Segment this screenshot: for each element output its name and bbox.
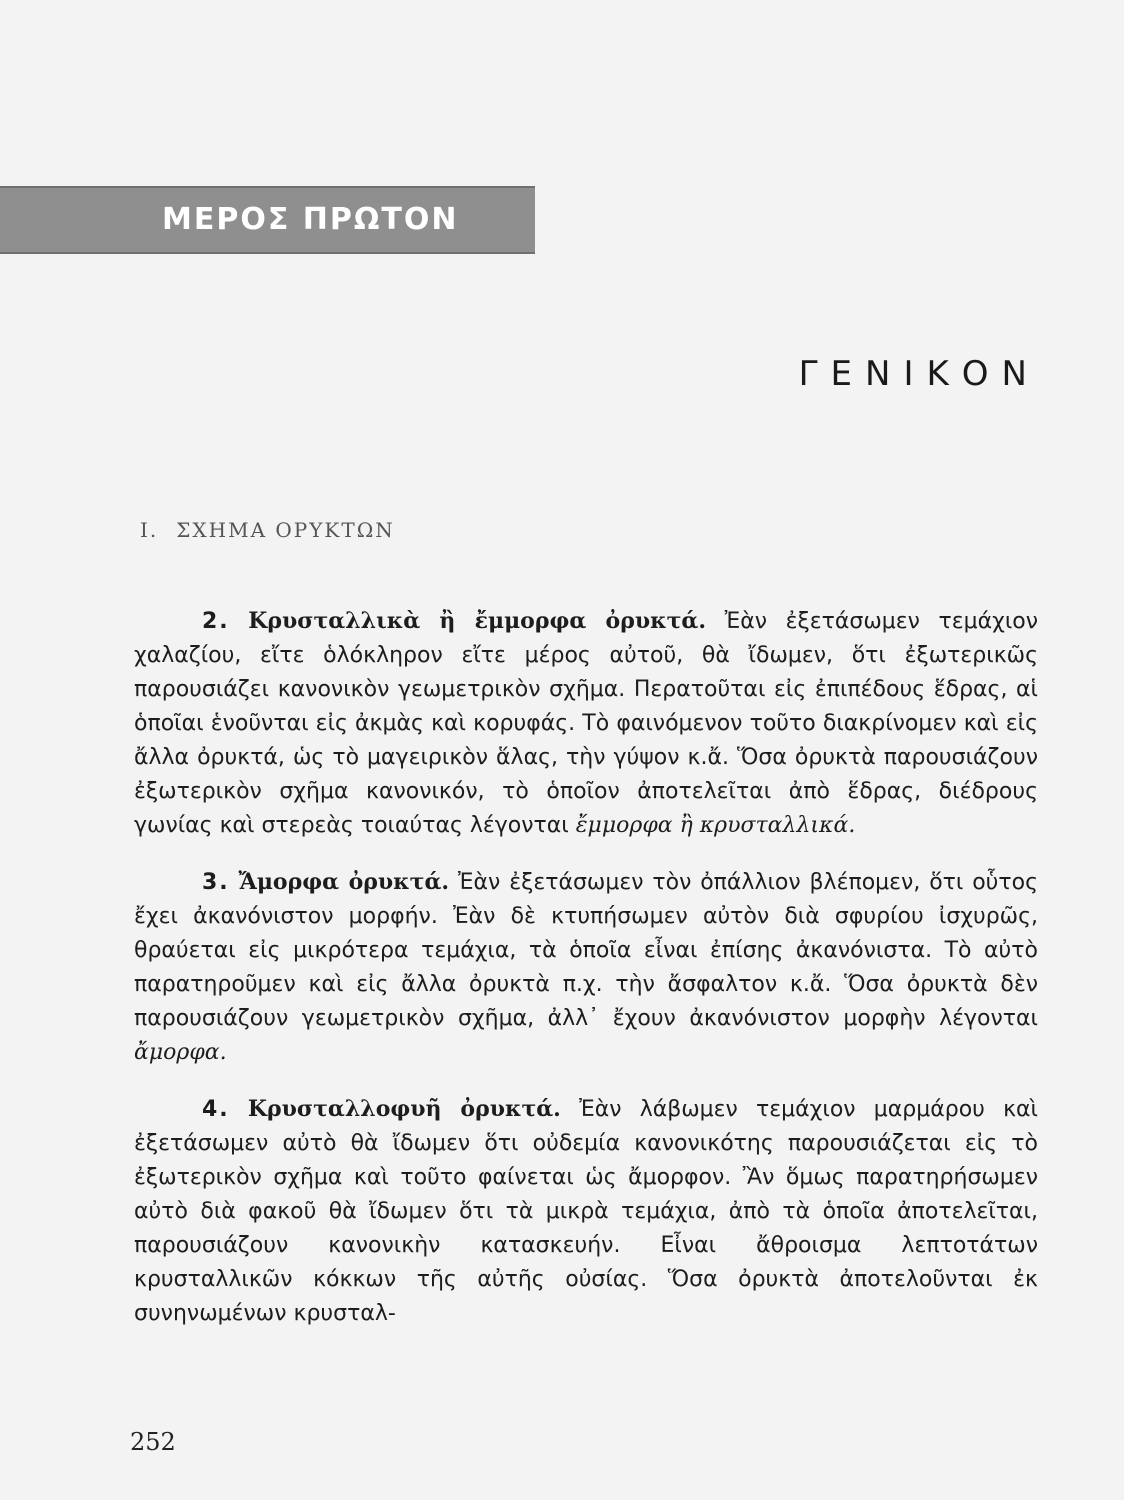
- paragraph-term: ἄμορφα.: [134, 1040, 227, 1065]
- paragraph-title: Κρυσταλλοφυῆ ὀρυκτά.: [247, 1096, 561, 1122]
- chapter-title: ΓΕΝΙΚΟΝ: [798, 354, 1040, 394]
- paragraph-number: 2.: [202, 609, 230, 634]
- paragraph-text: Ἐὰν ἐξετάσωμεν τὸν ὀπάλλιον βλέπομεν, ὅτι οὗτος ἔχει ἀκανόνιστον μορφήν. Ἐὰν δὲ κτυπήσωμεν αὐτὸν διὰ σφυρίου ἰσχυρῶς, θραύεται εἰς μικρότερα τεμάχια, τὰ ὁποῖα εἶναι ἐπίσης ἀκανόνιστα. Τὸ αὐτὸ παρατηροῦμεν καὶ εἰς ἄλλα ὀρυκτὰ π.χ. τὴν ἄσφαλτον κ.ἄ. Ὅσα ὀρυκτὰ δὲν παρουσιάζουν γεωμετρικὸν σχῆμα, ἀλλ᾽ ἔχουν ἀκανόνιστον μορφὴν λέγονται: [134, 870, 1039, 1031]
- part-banner-title: ΜΕΡΟΣ ΠΡΩΤΟΝ: [162, 202, 459, 237]
- section-number: I.: [140, 518, 159, 542]
- paragraph-title: Κρυσταλλικὰ ἢ ἔμμορφα ὀρυκτά.: [248, 608, 706, 634]
- paragraph-text: Ἐὰν ἐξετάσωμεν τεμάχιον χαλαζίου, εἴτε ὁλόκληρον εἴτε μέρος αὐτοῦ, θὰ ἴδωμεν, ὅτι ἐξωτερικῶς παρουσιάζει κανονικὸν γεωμετρικὸν σχῆμα. Περατοῦται εἰς ἐπιπέδους ἕδρας, αἱ ὁποῖαι ἑνοῦνται εἰς ἀκμὰς καὶ κορυφάς. Τὸ φαινόμενον τοῦτο διακρίνομεν καὶ εἰς ἄλλα ὀρυκτά, ὡς τὸ μαγειρικὸν ἅλας, τὴν γύψον κ.ἄ. Ὅσα ὀρυκτὰ παρουσιάζουν ἐξωτερικὸν σχῆμα κανονικόν, τὸ ὁποῖον ἀποτελεῖται ἀπὸ ἕδρας, διέδρους γωνίας καὶ στερεὰς τοιαύτας λέγονται: [134, 609, 1039, 838]
- paragraph-number: 4.: [202, 1097, 230, 1122]
- paragraph-crystalline: [134, 604, 1038, 843]
- paragraph-term: ἔμμορφα ἢ κρυσταλλικά.: [575, 813, 856, 838]
- body-text: [134, 604, 1038, 1353]
- paragraph-title: Ἄμορφα ὀρυκτά.: [238, 869, 450, 895]
- section-title: ΣΧΗΜΑ ΟΡΥΚΤΩΝ: [176, 518, 395, 542]
- part-banner: [0, 186, 535, 254]
- paragraph-crystallophyic: [134, 1092, 1038, 1331]
- paragraph-text: Ἐὰν λάβωμεν τεμάχιον μαρμάρου καὶ ἐξετάσωμεν αὐτὸ θὰ ἴδωμεν ὅτι οὐδεμία κανονικότης παρουσιάζεται εἰς τὸ ἐξωτερικὸν σχῆμα καὶ τοῦτο φαίνεται ὡς ἄμορφον. Ἂν ὅμως παρατηρήσωμεν αὐτὸ διὰ φακοῦ θὰ ἴδωμεν ὅτι τὰ μικρὰ τεμάχια, ἀπὸ τὰ ὁποῖα ἀποτελεῖται, παρουσιάζουν κανονικὴν κατασκευήν. Εἶναι ἄθροισμα λεπτοτάτων κρυσταλλικῶν κόκκων τῆς αὐτῆς οὐσίας. Ὅσα ὀρυκτὰ ἀποτελοῦνται ἐκ συνηνωμένων κρυσταλ-: [134, 1097, 1038, 1326]
- paragraph-amorphous: [134, 865, 1038, 1070]
- paragraph-number: 3.: [202, 870, 230, 895]
- section-heading: [140, 518, 395, 542]
- page-number: 252: [130, 1428, 176, 1456]
